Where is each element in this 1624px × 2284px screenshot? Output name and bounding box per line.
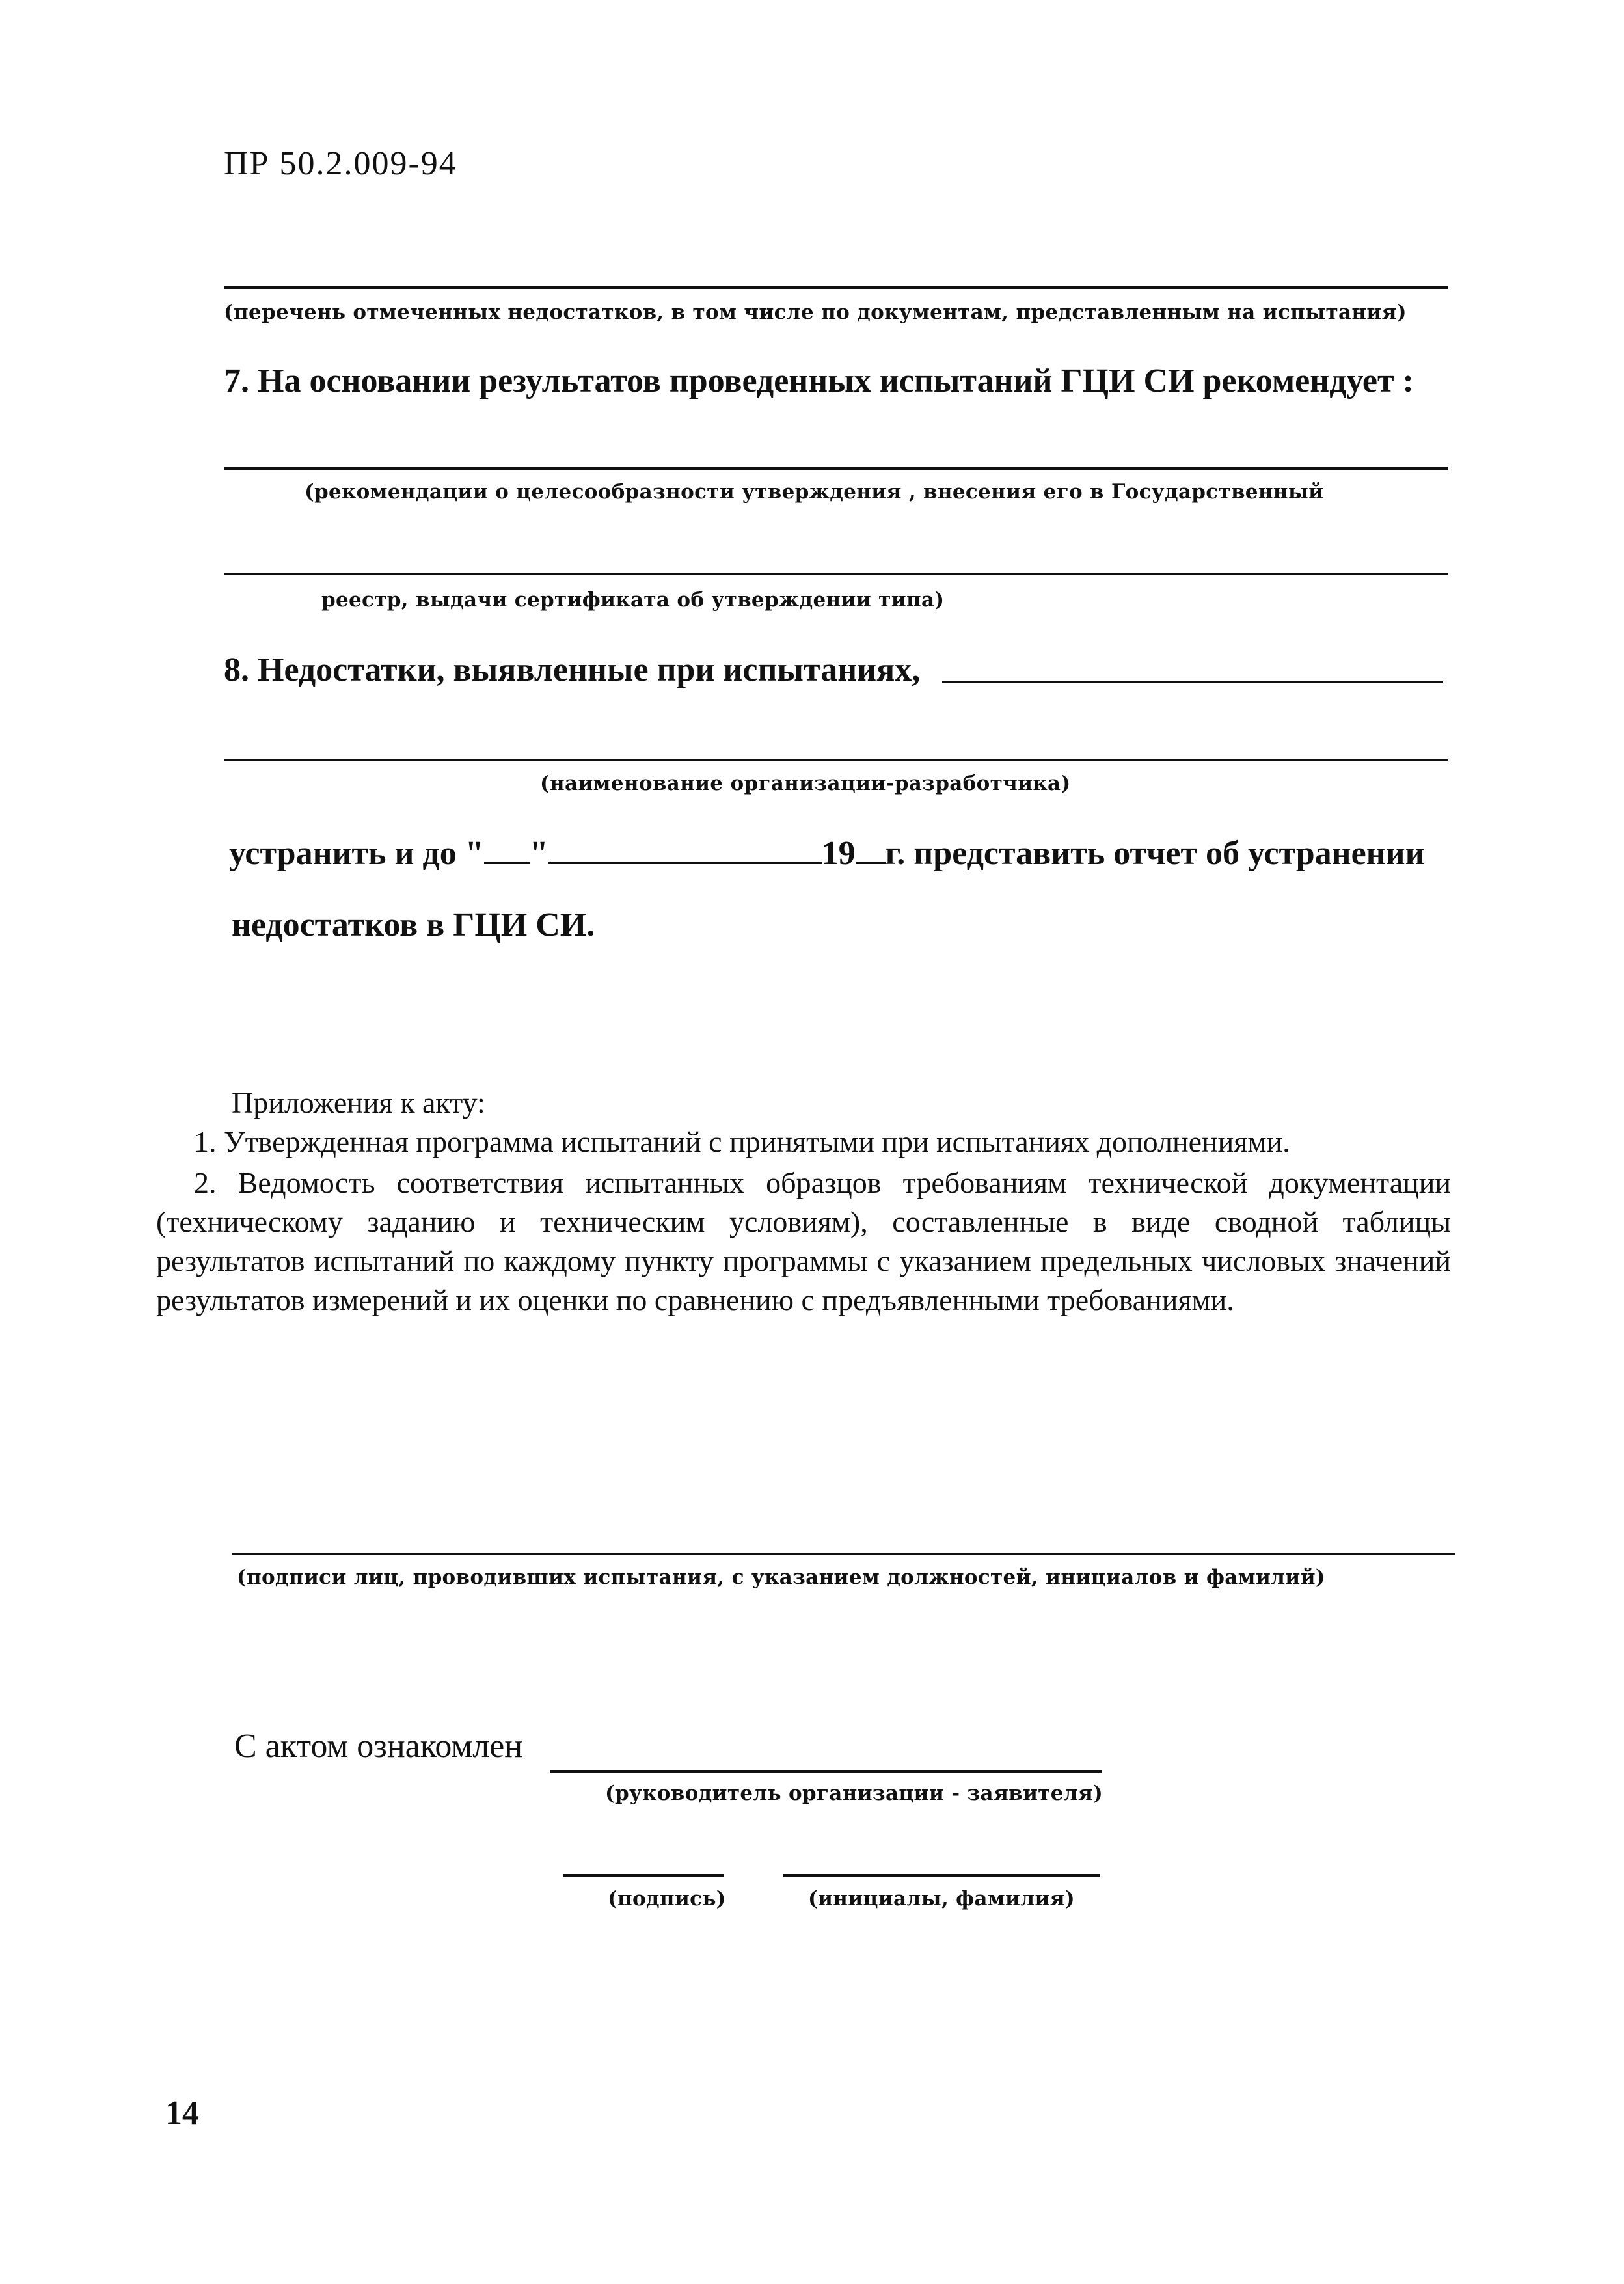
signature-blank — [563, 1874, 724, 1877]
item-7-text: 7. На основании результатов проведенных испытаний ГЦИ СИ рекомендует : — [224, 362, 1414, 400]
signatures-caption: (подписи лиц, проводивших испытания, с указанием должностей, инициалов и фамилий) — [237, 1566, 1325, 1589]
acquainted-label: С актом ознакомлен — [234, 1728, 523, 1765]
year-blank — [856, 833, 886, 864]
defects-caption: (перечень отмеченных недостатков, в том числе по документам, представленным на испытания) — [224, 301, 1407, 324]
fix-suffix: г. представить отчет об устранении — [885, 835, 1425, 872]
initials-blank — [783, 1874, 1100, 1877]
recommendations-caption-2: реестр, выдачи сертификата об утверждении типа) — [321, 588, 945, 612]
item-8-text: 8. Недостатки, выявленные при испытаниях, — [224, 651, 921, 688]
fix-year: 19 — [821, 835, 856, 872]
appendix-item-2: 2. Ведомость соответствия испытанных образцов требованиям технической документации (техническому заданию и техническим условиям), составленные в виде сводной таблицы результатов испытаний по каждому пункту программы с указанием предельных числовых значений результатов измерений и их оценки по сравнению с предъявленными требованиями. — [156, 1166, 1451, 1316]
developer-caption: (наименование организации-разработчика) — [540, 772, 1071, 795]
day-blank — [484, 833, 530, 864]
fix-quote: " — [529, 835, 548, 872]
page-number: 14 — [165, 2095, 199, 2132]
signature-caption: (подпись) — [608, 1887, 726, 1910]
defects-line — [224, 286, 1448, 289]
recommendations-line-1 — [224, 467, 1448, 470]
applicant-head-caption: (руководитель организации - заявителя) — [605, 1782, 1103, 1805]
document-code: ПР 50.2.009-94 — [224, 145, 457, 182]
fix-prefix: устранить и до " — [229, 835, 484, 872]
initials-surname-caption: (инициалы, фамилия) — [808, 1887, 1075, 1910]
recommendations-line-2 — [224, 573, 1448, 575]
item-8-blank — [942, 681, 1443, 683]
recommendations-caption-1: (рекомендации о целесообразности утверждения , внесения его в Государственный — [304, 480, 1324, 504]
month-blank — [548, 833, 822, 864]
developer-line — [224, 759, 1448, 761]
appendix-title: Приложения к акту: — [232, 1086, 485, 1119]
signatures-line — [232, 1553, 1455, 1555]
fix-deadline-line-2: недостатков в ГЦИ СИ. — [232, 906, 595, 944]
appendix-item-1: 1. Утвержденная программа испытаний с принятыми при испытаниях дополнениями. — [194, 1125, 1290, 1158]
acquainted-blank — [550, 1770, 1102, 1773]
fix-deadline-line — [229, 833, 1425, 873]
